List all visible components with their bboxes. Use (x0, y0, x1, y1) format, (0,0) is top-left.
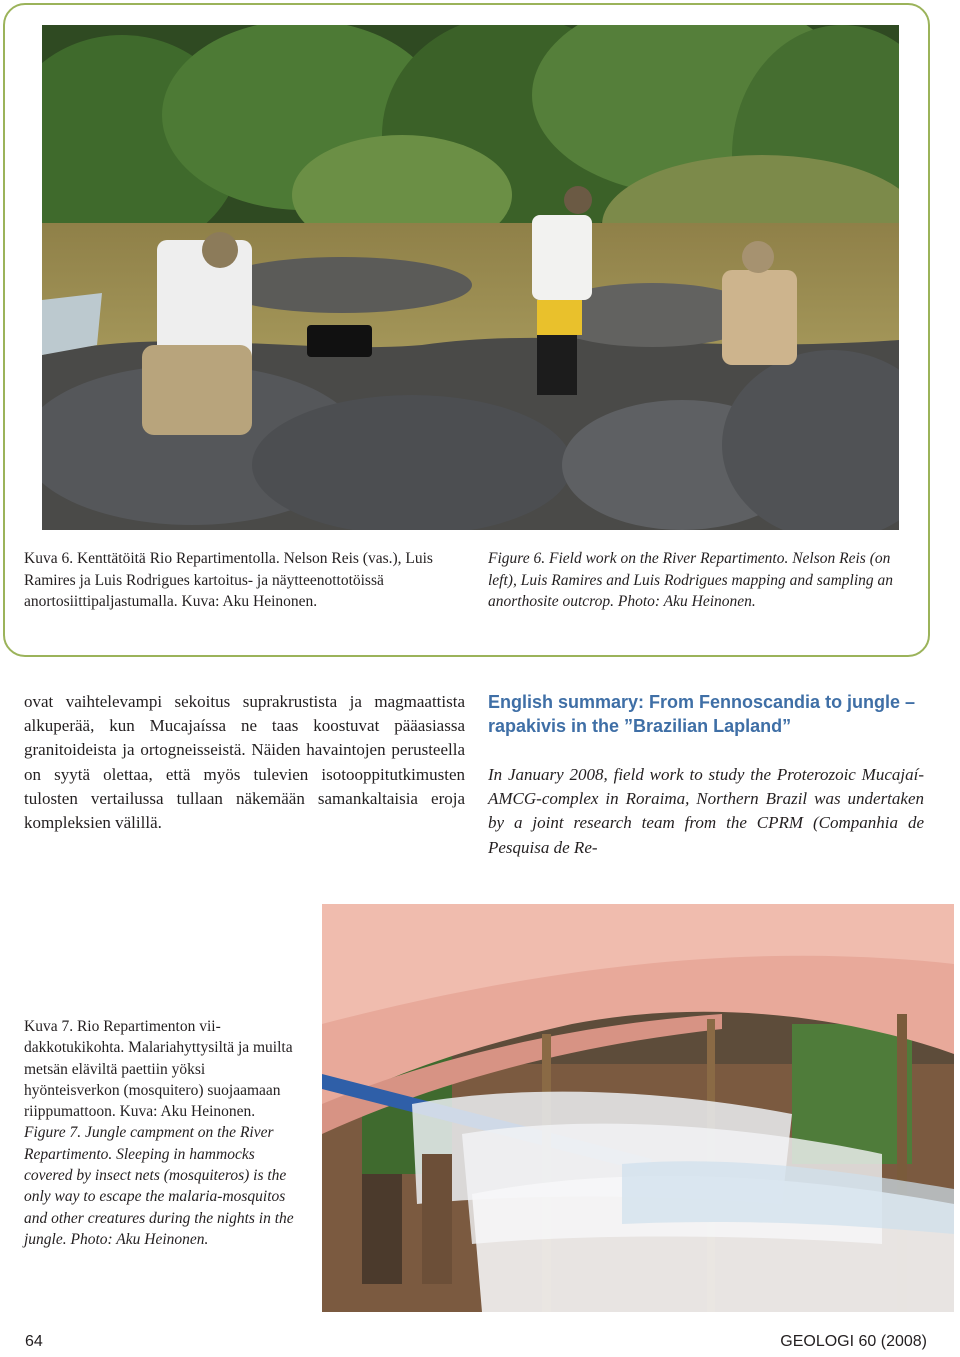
english-summary-text: In January 2008, field work to study the Proterozoic Mucajaí-AMCG-complex in Roraima, Northern Brazil was undertaken by a joint research team from the CPRM (Companhia de Pesquisa de Re- (488, 765, 924, 857)
finnish-body-text: ovat vaihtelevampi sekoitus suprakrustista ja magmaattista alkuperää, kun Mucajaíssa ne taas koostuvat pääasiassa granitoideista ja ortogneisseistä. Näiden havaintojen perusteella on syytä olettaa, että myös tulevien isotooppitutkimusten tulosten vertailussa tullaan näkemään samankaltaisia eroja kompleksien välillä. (24, 692, 465, 833)
figure-6-caption-english: Figure 6. Field work on the River Repartimento. Nelson Reis (on left), Luis Ramires and Luis Rodrigues mapping and sampling an anorthosite outcrop. Photo: Aku Heinonen. (488, 550, 894, 610)
journal-running-footer: GEOLOGI 60 (2008) (780, 1333, 927, 1350)
jungle-camp-photo (322, 904, 954, 1312)
river-fieldwork-photo (42, 25, 899, 530)
figure-7-caption-finnish: Kuva 7. Rio Repartimenton viidakkotukikohta. Malariahyttysiltä ja muilta metsän eläviltä paettiin yöksi hyönteisverkon (mosquitero) suojaamaan riippumattoon. Kuva: Aku Heinonen. (24, 1018, 293, 1121)
page-number: 64 (25, 1333, 43, 1350)
figure-6-caption-finnish: Kuva 6. Kenttätöitä Rio Repartimentolla. Nelson Reis (vas.), Luis Ramires ja Luis Rodrigues kartoitus- ja näytteenottotöissä anortosiittipaljastumalla. Kuva: Aku Heinonen. (24, 550, 433, 610)
figure-7-caption (24, 1016, 302, 1250)
figure-7-caption-english: Figure 7. Jungle campment on the River Repartimento. Sleeping in hammocks covered by insect nets (mosquiteros) is the only way to escape the malaria-mosquitos and other creatures during the nights in the jungle. Photo: Aku Heinonen. (24, 1124, 294, 1248)
english-summary-heading: English summary: From Fennoscandia to jungle – rapakivis in the ”Brazilian Lapland” (488, 692, 916, 736)
